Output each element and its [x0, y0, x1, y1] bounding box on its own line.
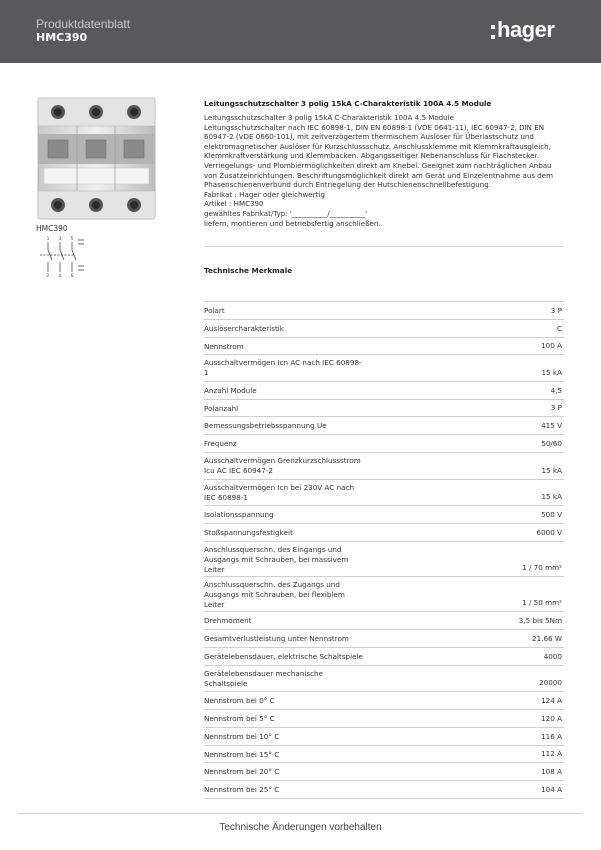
section-title-technical: Technische Merkmale: [204, 266, 293, 275]
product-description: [204, 99, 568, 228]
spec-row: [204, 666, 564, 693]
footer-divider: [18, 813, 583, 814]
spec-value: 500 V: [541, 509, 562, 519]
spec-value: 3 P: [550, 305, 562, 315]
spec-row: [204, 524, 564, 542]
spec-value: 15 kA: [541, 367, 562, 377]
circuit-breaker-image: [34, 96, 159, 221]
spec-value: 100 A: [541, 341, 562, 351]
product-code-title: HMC390: [36, 31, 88, 44]
spec-value: 20000: [539, 678, 562, 688]
spec-row: [204, 763, 564, 781]
spec-row: [204, 612, 564, 630]
spec-label: Nennstrom bei 25° C: [204, 785, 280, 795]
description-line: Fabrikat : Hager oder gleichwertig: [204, 189, 325, 199]
footer-note: Technische Änderungen vorbehalten: [219, 822, 382, 833]
spec-label: Bemessungsbetriebsspannung Ue: [204, 421, 327, 431]
spec-label: Nennstrom bei 0° C: [204, 696, 275, 706]
spec-row: [204, 577, 564, 612]
spec-row: [204, 453, 564, 480]
description-line: Leitungsschutzschalter 3 polig 15kA C-Charakteristik 100A 4.5 Module: [204, 113, 455, 122]
spec-label: Stoßspannungsfestigkeit: [204, 527, 293, 537]
spec-value: 120 A: [541, 713, 562, 723]
spec-value: 15 kA: [541, 465, 562, 475]
spec-row: [204, 480, 564, 507]
terminal-label: 1: [46, 236, 50, 241]
spec-label: Nennstrom bei 15° C: [204, 749, 280, 759]
spec-label: Gerätelebensdauer, elektrische Schaltspiele: [204, 651, 363, 661]
spec-value: 4000: [543, 651, 562, 661]
spec-row: [204, 630, 564, 648]
terminal-label: 5: [70, 236, 74, 241]
description-line: gewähltes Fabrikat/Typ: '__________/__________': [204, 208, 368, 218]
spec-label: Polart: [204, 306, 225, 315]
spec-row: [204, 338, 564, 356]
description-line: liefern, montieren und betriebsfertig anschließen.: [204, 218, 381, 228]
spec-value: 3,5 bis 5Nm: [518, 616, 562, 626]
spec-label: Gerätelebensdauer mechanische Schaltspiele: [204, 668, 324, 688]
description-line: 60947-2 (VDE 0660-101), mit zeitverzögertem thermischem Auslöser für Überlastschutz und: [204, 132, 534, 142]
spec-row: [204, 728, 564, 746]
description-line: Klemmkraftverstärkung und Klemmbacken. Abgangsseitiger Nebenanschluss für Flachstecker.: [204, 151, 539, 161]
spec-row: [204, 746, 564, 764]
spec-label: Nennstrom bei 10° C: [204, 731, 280, 741]
spec-row: [204, 506, 564, 524]
spec-row: [204, 542, 564, 577]
doc-type-title: Produktdatenblatt: [36, 17, 131, 31]
spec-value: 415 V: [541, 421, 562, 431]
spec-row: [204, 692, 564, 710]
description-line: von Zusatzeinrichtungen. Beschriftungsmöglichkeit direkt am Gerät und Einzelentnahme aus dem: [204, 170, 554, 180]
spec-row: [204, 648, 564, 666]
spec-row: [204, 781, 564, 799]
spec-value: 124 A: [541, 695, 562, 705]
spec-row: [204, 355, 564, 382]
spec-label: Anschlussquerschn. des Zugangs und Ausgangs mit Schrauben, bei flexiblem Leiter: [204, 579, 345, 609]
spec-value: 15 kA: [541, 492, 562, 502]
logo-text: hager: [497, 17, 555, 42]
terminal-label: 6: [70, 273, 74, 278]
wiring-diagram-icon: [34, 236, 94, 278]
spec-value: 21.66 W: [532, 633, 562, 643]
spec-label: Nennstrom bei 5° C: [204, 713, 275, 723]
description-line: Phasenschienenverbund durch Entriegelung der Hutschienenschnellbefestigung.: [204, 180, 491, 190]
terminal-label: 2: [46, 273, 50, 278]
spec-label: Polanzahl: [204, 403, 239, 413]
spec-value: 4,5: [550, 385, 562, 395]
spec-value: 50/60: [541, 439, 562, 449]
spec-value: 3 P: [550, 403, 562, 413]
spec-label: Frequenz: [204, 439, 237, 449]
spec-label: Nennstrom: [204, 341, 244, 351]
spec-label: Ausschaltvermögen Grenzkurzschlussstrom Icu AC IEC 60947-2: [204, 456, 361, 476]
product-image-label: HMC390: [36, 224, 68, 233]
spec-row: [204, 382, 564, 400]
spec-row: [204, 400, 564, 418]
spec-value: C: [556, 323, 562, 333]
spec-value: 6000 V: [536, 527, 562, 537]
spec-label: Nennstrom bei 20° C: [204, 767, 280, 777]
spec-value: 112 A: [541, 749, 562, 759]
terminal-label: 4: [58, 273, 62, 278]
description-line: Leitungsschutzschalter nach IEC 60898-1, DIN EN 60898-1 (VDE 0641-11), IEC 60947-2, DIN EN: [204, 122, 545, 132]
spec-label: Isolationsspannung: [204, 510, 274, 520]
spec-value: 104 A: [541, 784, 562, 794]
spec-label: Ausschaltvermögen Icn AC nach IEC 60898- 1: [204, 358, 362, 378]
description-line: elektromagnetischer Auslöser für Kurzschlussschutz. Anschlussklemme mit Klemmkraftausgleich,: [204, 141, 551, 151]
divider: [204, 246, 564, 247]
logo-mark-icon: [491, 25, 495, 39]
spec-value: 1 / 50 mm²: [522, 598, 562, 608]
spec-row: [204, 435, 564, 453]
description-line: Verriegelungs- und Plombiermöglichkeiten direkt am Knebel. Geeignet zum nachträglichen Anbau: [204, 160, 552, 170]
spec-value: 116 A: [541, 731, 562, 741]
spec-row: [204, 320, 564, 338]
spec-label: Anschlussquerschn. des Eingangs und Ausgangs mit Schrauben, bei massivem Leiter: [204, 544, 349, 574]
specs-table: [204, 301, 564, 799]
spec-label: Gesamtverlustleistung unter Nennstrom: [204, 634, 349, 644]
spec-value: 1 / 70 mm²: [522, 562, 562, 572]
spec-value: 108 A: [541, 767, 562, 777]
spec-label: Anzahl Module: [204, 385, 257, 395]
description-title: Leitungsschutzschalter 3 polig 15kA C-Charakteristik 100A 4.5 Module: [204, 99, 492, 108]
spec-row: [204, 302, 564, 320]
spec-label: Auslösercharakteristik: [204, 323, 284, 333]
hager-logo: [491, 17, 554, 43]
description-body: [204, 113, 568, 228]
spec-row: [204, 417, 564, 435]
spec-label: Drehmoment: [204, 616, 252, 626]
spec-row: [204, 710, 564, 728]
terminal-label: 3: [58, 236, 62, 241]
spec-label: Ausschaltvermögen Icn bei 230V AC nach IEC 60898-1: [204, 482, 355, 502]
header-bar: [0, 0, 601, 63]
description-line: Artikel : HMC390: [204, 199, 264, 209]
